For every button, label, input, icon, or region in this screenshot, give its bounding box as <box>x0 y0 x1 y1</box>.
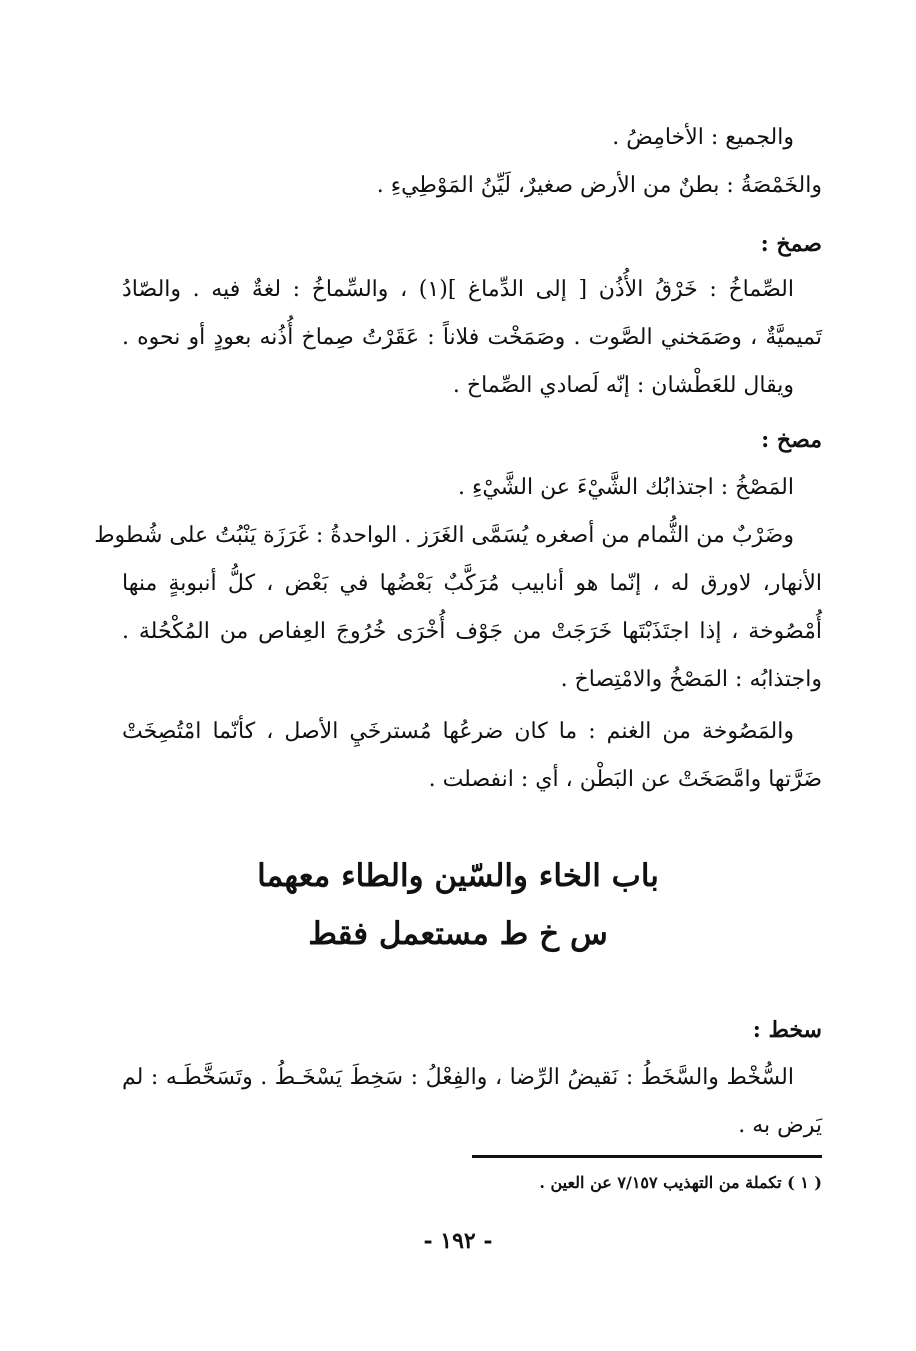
text-line: يَرض به . <box>738 1113 822 1138</box>
text-line: المَصْخُ : اجتذابُك الشَّيْءَ عن الشَّيْءِ . <box>458 475 794 500</box>
entry-sakhat <box>122 1010 822 1050</box>
page-number: - ١٩٢ - <box>423 1228 493 1254</box>
chapter-subtitle: س خ ط مستعمل فقط <box>308 916 608 952</box>
entry-masakh-body-2 <box>122 708 822 804</box>
entry-masakh-body <box>94 464 822 704</box>
entry-samakh-body <box>122 266 822 410</box>
text-line: ضَرَّتها وامَّصَخَتْ عن البَطْن ، أي : انفصلت . <box>428 767 822 792</box>
text-line: الصِّماخُ : خَرْقُ الأُذُن [ إلى الدِّماغ ](١) ، والسِّماخُ : لغةٌ فيه . والصّادُ <box>122 277 794 302</box>
text-line: السُّخْط والسَّخَطُ : نَقيضُ الرِّضا ، والفِعْلُ : سَخِطَ يَسْخَـطُ . وتَسَخَّطَـه : لم <box>122 1065 794 1090</box>
entry-samakh <box>122 224 822 264</box>
entry-masakh <box>122 420 822 460</box>
entry-root: مصخ : <box>761 427 822 453</box>
text-line: والجميع : الأخامِضُ . <box>612 125 794 150</box>
continuation-block <box>122 114 822 210</box>
text-line: ويقال للعَطْشان : إنّه لَصادي الصِّماخ . <box>452 373 794 398</box>
entry-root: سخط : <box>752 1017 822 1043</box>
text-line: واجتذابُه : المَصْخُ والامْتِصاخ . <box>560 667 822 692</box>
chapter-title: باب الخاء والسّين والطاء معهما <box>257 858 659 894</box>
text-line: أُمْصُوخة ، إذا اجتَذَبْتَها خَرَجَتْ من جَوْف أُخْرَى خُرُوجَ العِفاص من المُكْحُلة . <box>122 619 822 644</box>
text-line: والخَمْصَةُ : بطنٌ من الأرض صغيرٌ، لَيِّنُ المَوْطِيءِ . <box>376 173 822 198</box>
text-line: والمَصُوخة من الغنم : ما كان ضرعُها مُسترخَيِ الأصل ، كأنّما امْتُصِخَتْ <box>122 719 794 744</box>
text-line: الأنهار، لاورق له ، إنّما هو أنابيب مُرَكَّبٌ بَعْضُها في بَعْض ، كلُّ أنبوبةٍ منها <box>122 571 822 596</box>
entry-root: صمخ : <box>760 231 822 257</box>
text-line: وضَرْبٌ من الثُّمام من أصغره يُسَمَّى الغَرَز . الواحدةُ : غَرَزَة يَنْبُتُ على شُطوط <box>94 523 794 548</box>
footnote: ( ١ ) تكملة من التهذيب ٧/١٥٧ عن العين . <box>539 1173 822 1192</box>
footnote-rule <box>472 1155 822 1158</box>
text-line: تَميميَّةٌ ، وصَمَخني الصَّوت . وصَمَخْت فلاناً : عَقَرْتُ صِماخ أُذُنه بعودٍ أو نحوه . <box>122 325 822 350</box>
entry-sakhat-body <box>122 1054 822 1150</box>
